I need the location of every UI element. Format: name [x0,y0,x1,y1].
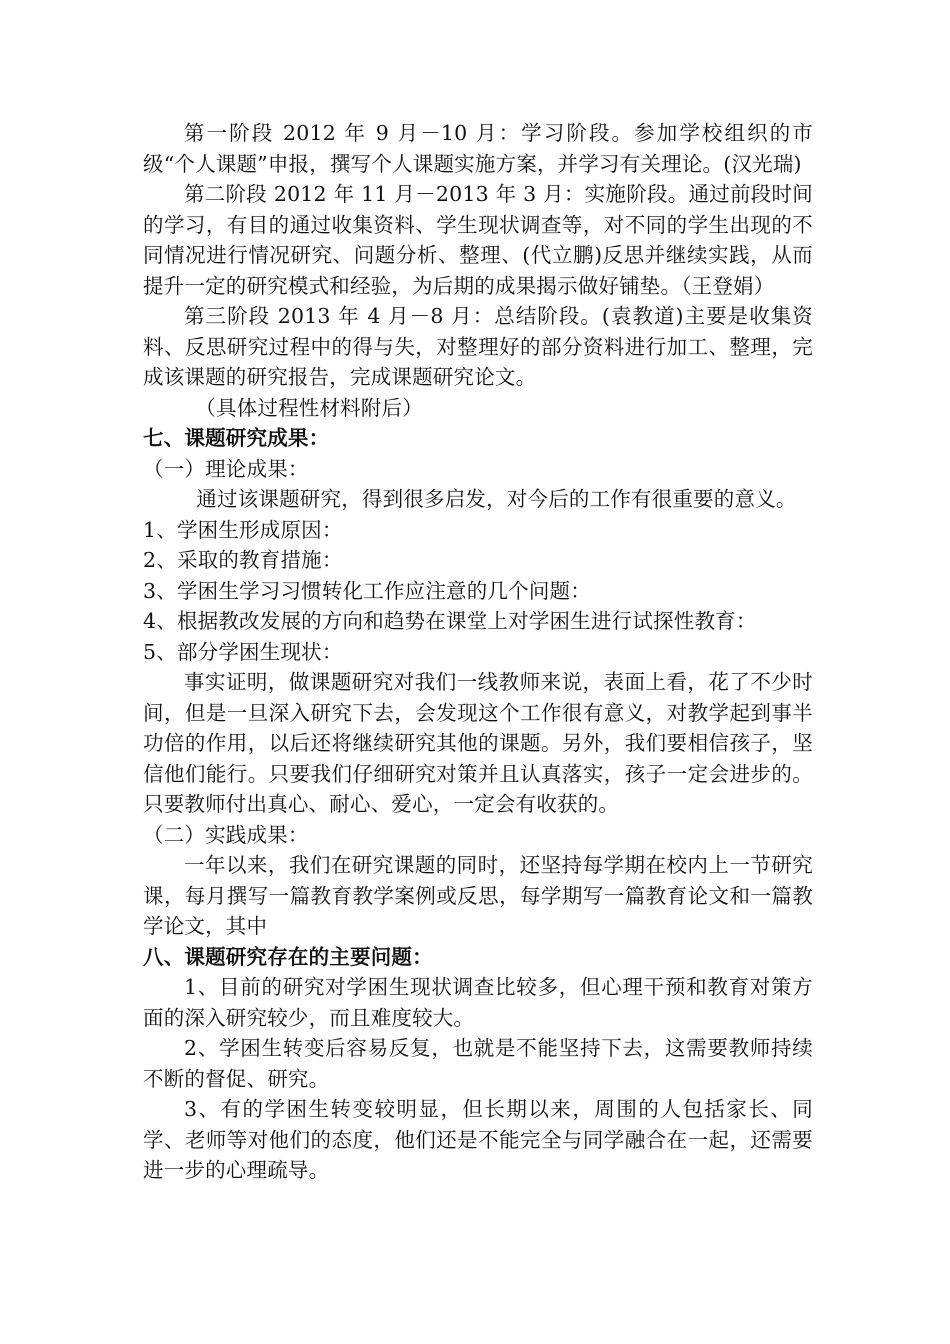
problem-paragraph: 2、学困生转变后容易反复，也就是不能坚持下去，这需要教师持续不断的督促、研究。 [143,1036,813,1091]
theory-intro-paragraph: 通过该课题研究，得到很多启发，对今后的工作有很重要的意义。 [196,487,797,511]
list-item: 4、根据教改发展的方向和趋势在课堂上对学困生进行试探性教育： [143,609,757,633]
conclusion-paragraph: 事实证明，做课题研究对我们一线教师来说，表面上看，花了不少时间，但是一旦深入研究下去，会发现这个工作很有意义，对教学起到事半功倍的作用，以后还将继续研究其他的课题。另外，我们要相信孩子，坚信他们能行。只要我们仔细研究对策并且认真落实，孩子一定会进步的。只要教师付出真心、耐心、爱心，一定会有收获的。 [143,670,813,816]
section-7-heading: 七、课题研究成果： [143,426,330,450]
document-body [143,118,813,1186]
problem-paragraph: 1、目前的研究对学困生现状调查比较多，但心理干预和教育对策方面的深入研究较少，而且难度较大。 [143,975,813,1030]
attachment-note: （具体过程性材料附后） [195,395,423,420]
practice-results-subheading: （二）实践成果： [143,822,309,847]
problem-paragraph: 3、有的学困生转变较明显，但长期以来，周围的人包括家长、同学、老师等对他们的态度，他们还是不能完全与同学融合在一起，还需要进一步的心理疏导。 [143,1097,813,1182]
list-item: 5、部分学困生现状： [143,639,343,664]
list-item: 3、学困生学习习惯转化工作应注意的几个问题： [143,578,591,603]
list-item: 1、学困生形成原因： [143,517,343,542]
stage-1-paragraph: 第一阶段 2012 年 9 月－10 月：学习阶段。参加学校组织的市级“个人课题”申报，撰写个人课题实施方案，并学习有关理论。(汉光瑞) [143,121,813,176]
theory-results-subheading: （一）理论成果： [143,456,309,481]
stage-2-paragraph: 第二阶段 2012 年 11 月－2013 年 3 月：实施阶段。通过前段时间的学习，有目的通过收集资料、学生现状调查等，对不同的学生出现的不同情况进行情况研究、问题分析、整理、(代立鹏)反思并继续实践，从而提升一定的研究模式和经验，为后期的成果揭示做好铺垫。（王登娟） [143,182,813,298]
practice-results-paragraph: 一年以来，我们在研究课题的同时，还坚持每学期在校内上一节研究课，每月撰写一篇教育教学案例或反思，每学期写一篇教育论文和一篇教学论文，其中 [143,853,813,938]
list-item: 2、采取的教育措施： [143,548,343,572]
stage-3-paragraph: 第三阶段 2013 年 4 月－8 月：总结阶段。(袁教道)主要是收集资料、反思研究过程中的得与失，对整理好的部分资料进行加工、整理，完成该课题的研究报告，完成课题研究论文。 [143,304,813,389]
section-8-heading: 八、课题研究存在的主要问题： [143,944,433,969]
